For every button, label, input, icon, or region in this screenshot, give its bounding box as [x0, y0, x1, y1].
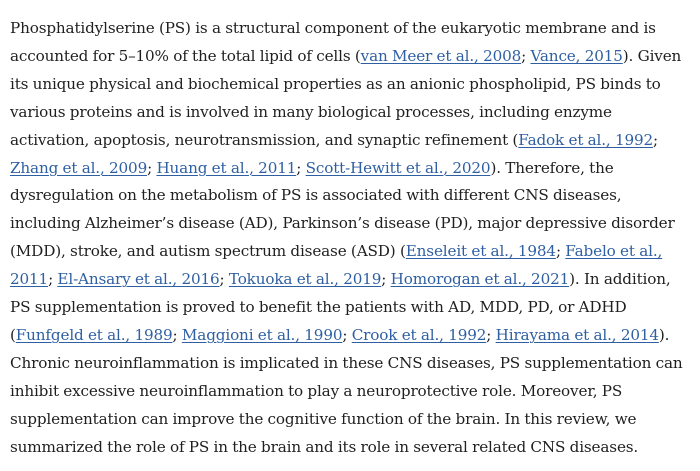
citation-link[interactable]: Scott-Hewitt et al., 2020	[305, 158, 491, 177]
paragraph-text: ). In addition, PS supplementation is proved to benefit the patients with AD, MDD, PD, or ADHD (	[10, 270, 671, 344]
citation-link[interactable]: Homorogan et al., 2021	[390, 270, 570, 289]
paragraph-text: ;	[521, 46, 531, 65]
paragraph-text: ;	[172, 325, 182, 344]
paragraph-text: ;	[653, 130, 659, 149]
paragraph-text: ;	[555, 242, 566, 261]
paragraph-text: ;	[219, 270, 229, 289]
citation-link[interactable]: Huang et al., 2011	[156, 158, 297, 177]
citation-link[interactable]: van Meer et al., 2008	[360, 46, 522, 65]
paragraph-text: ;	[342, 325, 352, 344]
citation-link[interactable]: Crook et al., 1992	[351, 325, 487, 344]
citation-link[interactable]: Maggioni et al., 1990	[181, 325, 343, 344]
paragraph-text: ;	[381, 270, 391, 289]
citation-link[interactable]: Fabelo et al., 2011	[10, 242, 663, 289]
citation-link[interactable]: Hirayama et al., 2014	[495, 325, 659, 344]
citation-link[interactable]: Zhang et al., 2009	[10, 158, 148, 177]
citation-link[interactable]: Fadok et al., 1992	[518, 130, 654, 149]
paragraph-text: ;	[147, 158, 157, 177]
body-paragraph	[10, 15, 690, 462]
paragraph-text: Phosphatidylserine (PS) is a structural component of the eukaryotic membrane and is accounted for 5–10% of the total lipid of cells (	[10, 19, 656, 65]
paragraph-text: ;	[486, 325, 496, 344]
paragraph-text: ). Therefore, the dysregulation on the metabolism of PS is associated with different CNS diseases, including Alzheimer’s disease (AD), Parkinson’s disease (PD), major depressive disorder (MDD), stroke, and autism spectrum disease (ASD) (	[10, 158, 675, 261]
citation-link[interactable]: Vance, 2015	[530, 46, 623, 65]
paragraph-text: ;	[296, 158, 306, 177]
citation-link[interactable]: Funfgeld et al., 1989	[15, 325, 173, 344]
paragraph-text: ;	[48, 270, 58, 289]
citation-link[interactable]: El-Ansary et al., 2016	[57, 270, 220, 289]
citation-link[interactable]: Enseleit et al., 1984	[405, 242, 556, 261]
citation-link[interactable]: Tokuoka et al., 2019	[228, 270, 382, 289]
paragraph-text: ). Given its unique physical and biochemical properties as an anionic phospholipid, PS binds to various proteins and is involved in many biological processes, including enzyme activation, apoptosis, neurotransmission, and synaptic refinement (	[10, 46, 682, 149]
paragraph-text: ). Chronic neuroinflammation is implicated in these CNS diseases, PS supplementation can inhibit excessive neuroinflammation to play a neuroprotective role. Moreover, PS supplementation can improve the cognitive function of the brain. In this review, we summarized the role of PS in the brain and its role in several related CNS diseases.	[10, 325, 683, 456]
